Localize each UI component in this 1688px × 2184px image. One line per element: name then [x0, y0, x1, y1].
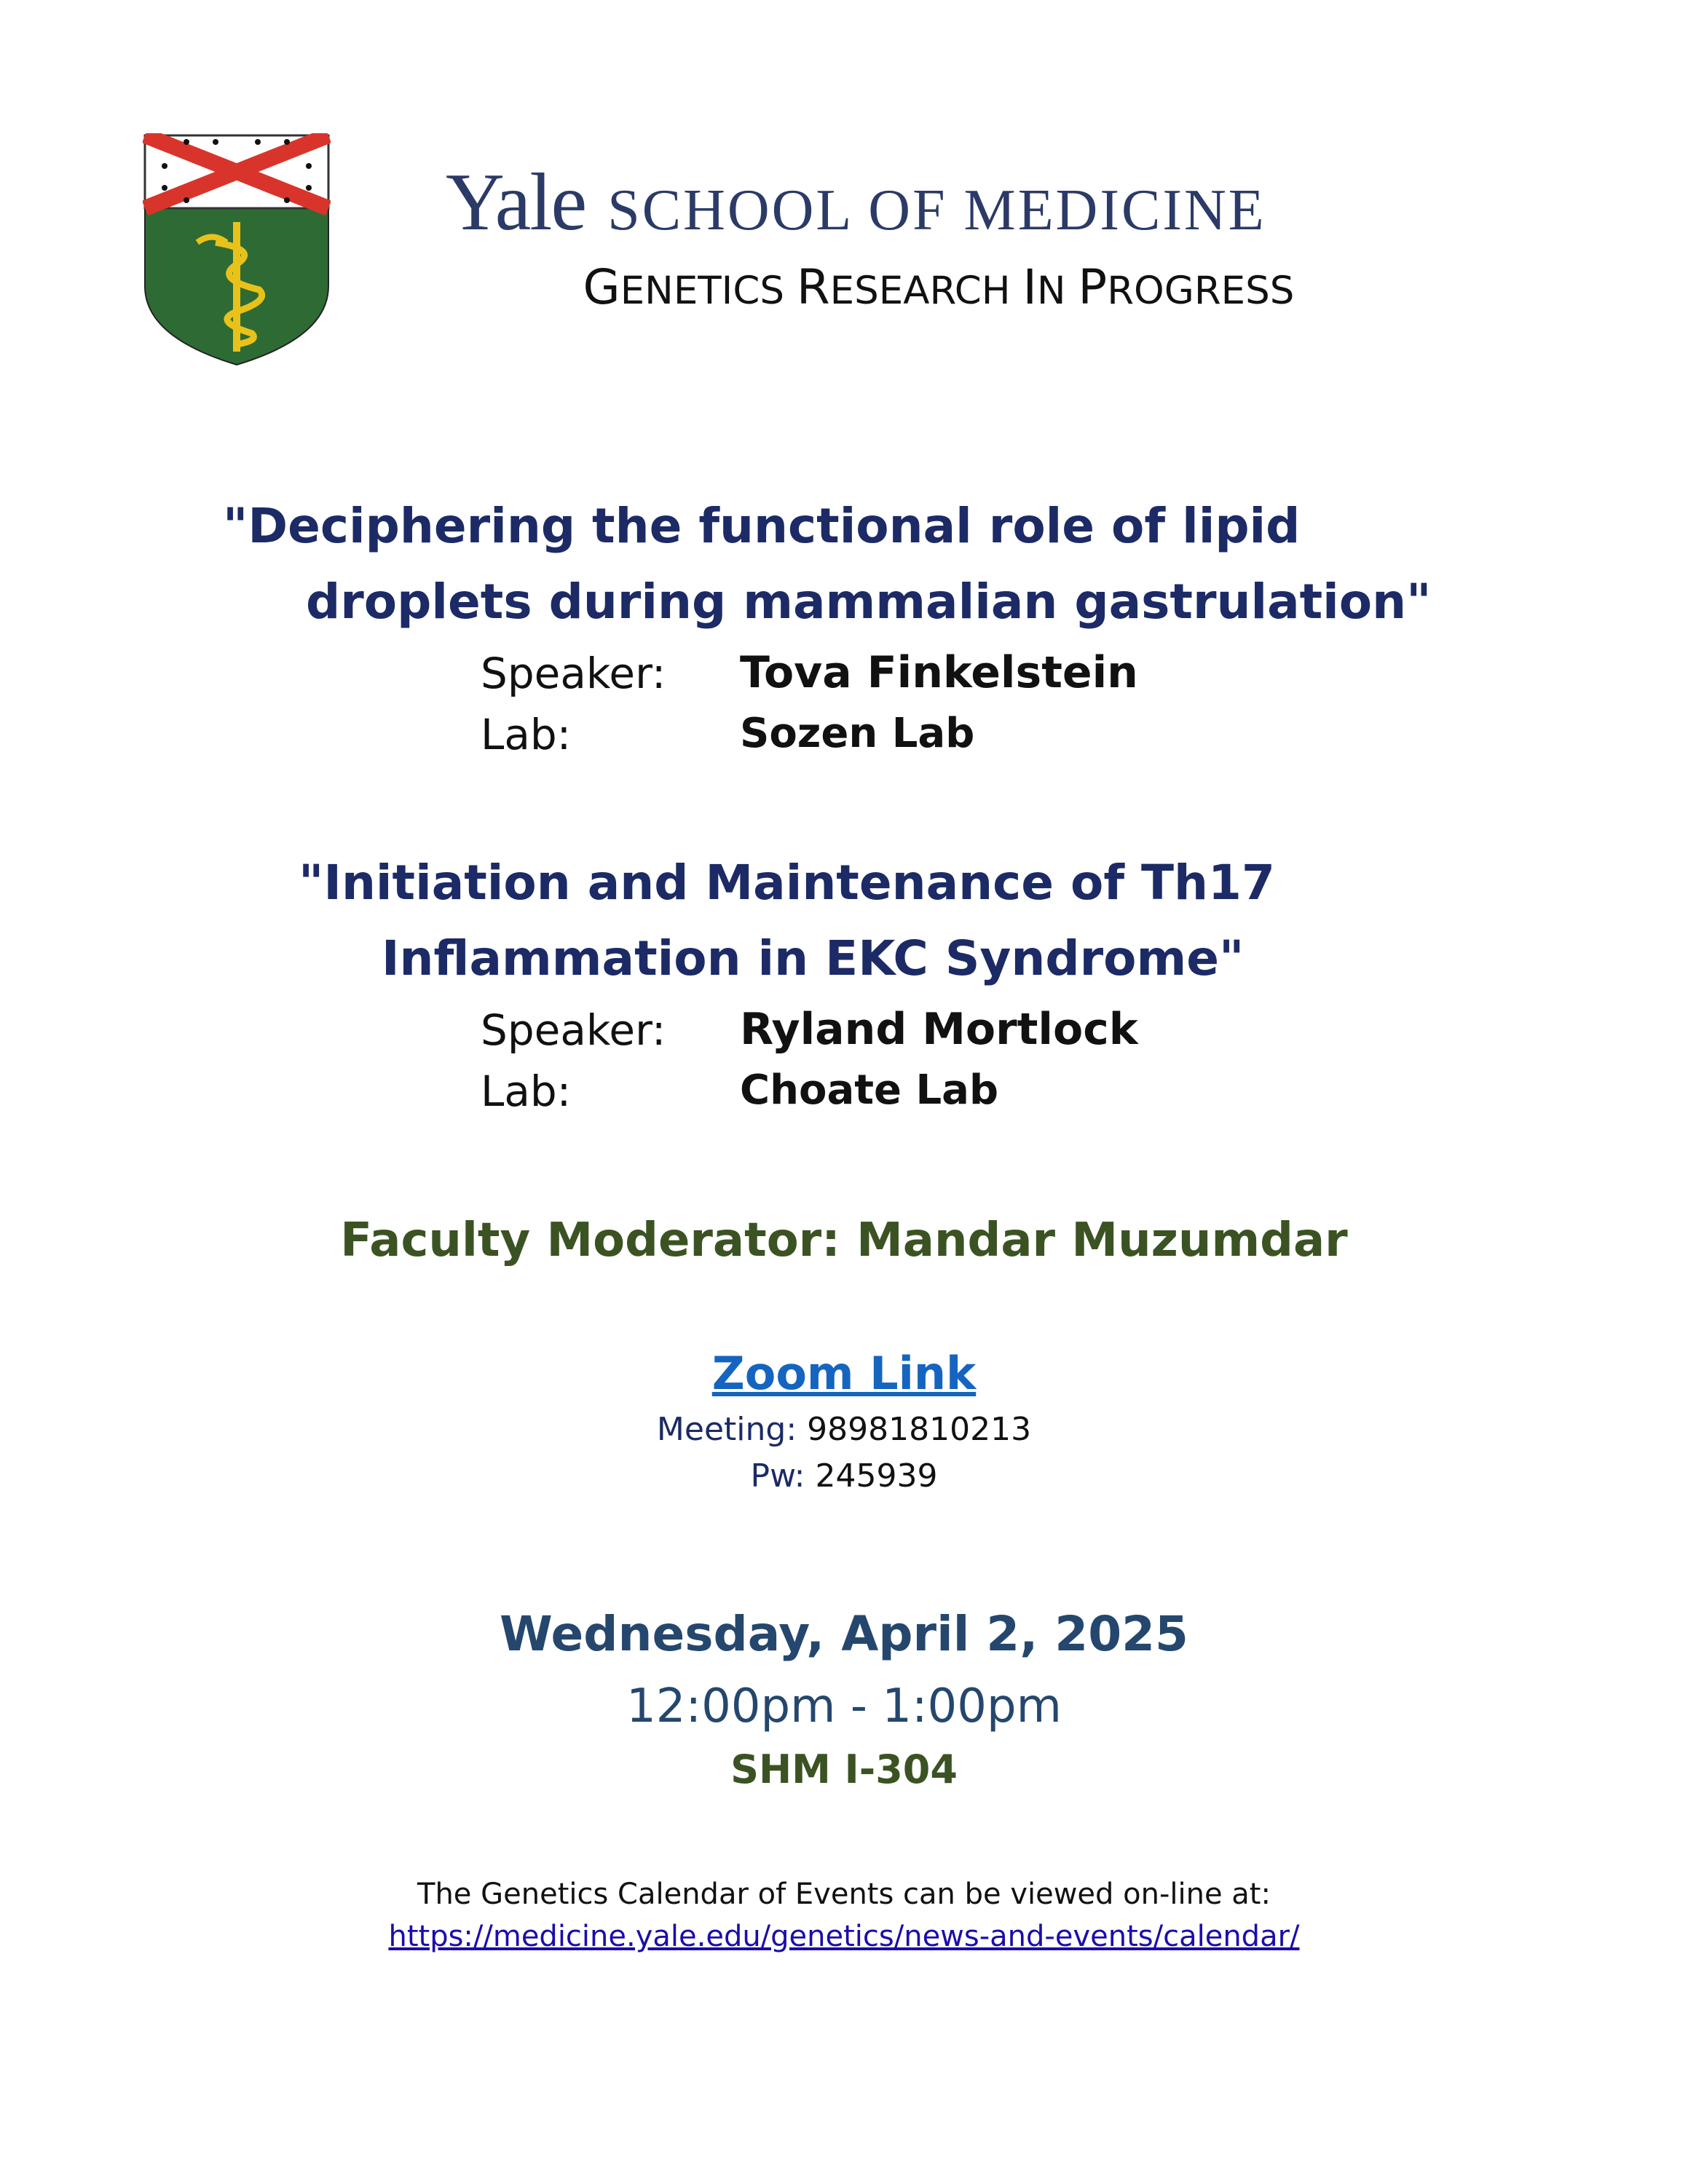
talk-2-title-line-1: "Initiation and Maintenance of Th17: [299, 855, 1275, 911]
talk-2-speaker-label: Speaker:: [481, 1005, 666, 1055]
zoom-meeting-id: [0, 1411, 1688, 1448]
talk-1-speaker-name: Tova Finkelstein: [740, 647, 1138, 698]
talk-2-lab-name: Choate Lab: [740, 1067, 999, 1114]
calendar-note: The Genetics Calendar of Events can be viewed on-line at:: [417, 1878, 1271, 1911]
talk-2-lab-label: Lab:: [481, 1067, 572, 1116]
series-title-cap: G: [583, 259, 620, 315]
talk-1-speaker-label: Speaker:: [481, 649, 666, 698]
series-title-cap: I: [1022, 259, 1037, 315]
series-title: [0, 259, 1688, 315]
yale-word: Yale: [446, 157, 586, 248]
password-label: Pw:: [750, 1457, 816, 1495]
calendar-link-row: [0, 1922, 1688, 1951]
series-title-rest: ESEARCH: [829, 269, 1023, 313]
talk-1-title-line-2: droplets during mammalian gastrulation": [306, 574, 1432, 630]
school-of-medicine: SCHOOL OF MEDICINE: [607, 178, 1266, 242]
zoom-password: [0, 1457, 1688, 1495]
series-title-rest: ENETICS: [620, 269, 797, 313]
talk-1-lab-name: Sozen Lab: [740, 710, 975, 757]
meeting-label: Meeting:: [656, 1411, 808, 1448]
password-value: 245939: [815, 1457, 938, 1495]
series-title-rest: ROGRESS: [1107, 269, 1295, 313]
talk-2-speaker-name: Ryland Mortlock: [740, 1004, 1138, 1055]
series-title-rest: N: [1036, 269, 1078, 313]
event-time: 12:00pm - 1:00pm: [626, 1679, 1062, 1733]
talk-2-title-line-2: Inflammation in EKC Syndrome": [382, 930, 1245, 986]
event-room: SHM I-304: [730, 1746, 958, 1792]
faculty-moderator: Faculty Moderator: Mandar Muzumdar: [340, 1214, 1348, 1267]
zoom-link-row: [0, 1347, 1688, 1400]
series-title-cap: P: [1078, 259, 1108, 315]
zoom-link[interactable]: Zoom Link: [711, 1347, 977, 1400]
yale-wordmark: [446, 156, 1266, 250]
series-title-cap: R: [796, 259, 830, 315]
meeting-number: 98981810213: [807, 1411, 1032, 1448]
talk-1-title-line-1: "Deciphering the functional role of lipid: [223, 498, 1301, 554]
event-date: Wednesday, April 2, 2025: [500, 1606, 1188, 1662]
calendar-url-link[interactable]: https://medicine.yale.edu/genetics/news-and-events/calendar/: [388, 1920, 1300, 1953]
talk-1-lab-label: Lab:: [481, 710, 572, 759]
yale-medicine-shield-logo: [143, 133, 331, 366]
